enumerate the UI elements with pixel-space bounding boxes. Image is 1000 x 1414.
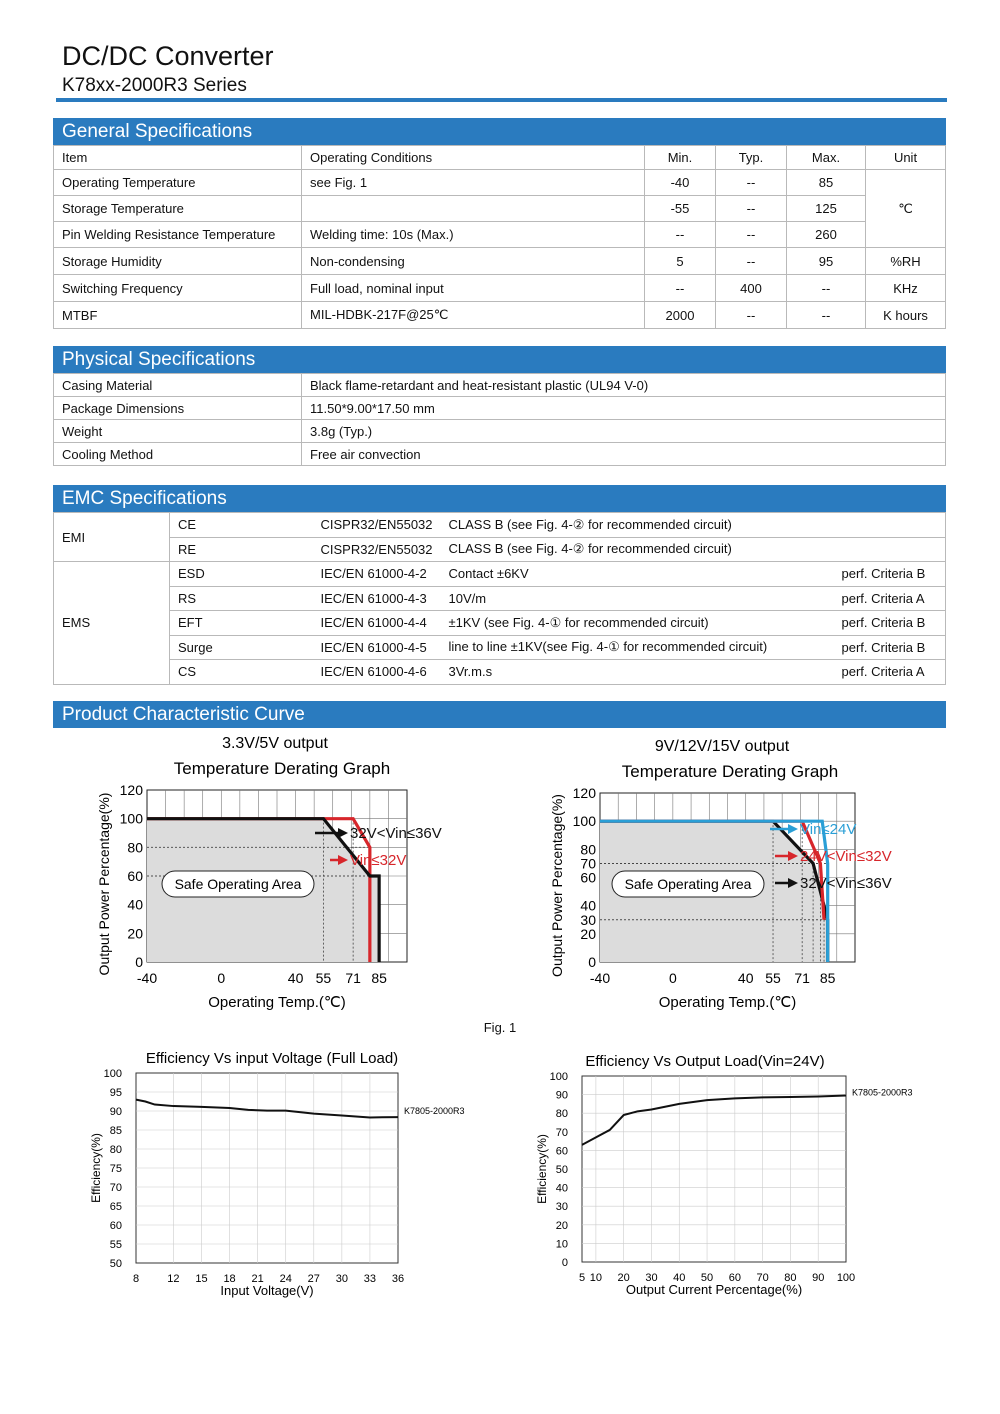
x-tick-label: 15 <box>195 1273 208 1285</box>
legend-label: 24V<Vin≤32V <box>800 848 892 865</box>
x-tick-label: 71 <box>345 970 361 986</box>
y-tick-label: 90 <box>555 1089 568 1102</box>
y-tick-label: 80 <box>555 1108 568 1121</box>
chart-group-label: 9V/12V/15V output <box>654 738 790 755</box>
legend-label: Vin≤32V <box>350 852 407 869</box>
x-tick-label: 8 <box>132 1273 140 1285</box>
typ-cell: -- <box>716 222 787 248</box>
x-tick-label: 27 <box>307 1273 320 1285</box>
min-cell: -55 <box>645 196 716 222</box>
standard-cell: IEC/EN 61000-4-5 <box>313 635 441 660</box>
y-tick-label: 20 <box>555 1219 568 1232</box>
standard-cell: IEC/EN 61000-4-3 <box>313 586 441 611</box>
column-header: Min. <box>645 146 716 170</box>
y-tick-label: 60 <box>109 1220 122 1232</box>
condition-cell: see Fig. 1 <box>302 170 645 196</box>
y-tick-label: 100 <box>572 813 596 830</box>
ems-label: EMS <box>54 562 170 685</box>
column-header: Unit <box>866 146 946 170</box>
x-axis-label: Operating Temp.(℃) <box>208 994 346 1011</box>
annotation-label: Safe Operating Area <box>624 876 752 892</box>
y-tick-label: 100 <box>119 810 143 827</box>
x-tick-label: 55 <box>765 970 781 986</box>
condition-cell: Full load, nominal input <box>302 275 645 302</box>
value-cell: Free air convection <box>302 443 946 466</box>
chart-group-label: 3.3V/5V output <box>222 735 328 752</box>
y-tick-label: 30 <box>580 911 596 928</box>
y-tick-label: 100 <box>549 1071 568 1083</box>
x-axis-label: Operating Temp.(℃) <box>658 994 797 1011</box>
x-tick-label: 80 <box>784 1272 797 1284</box>
test-item-cell: ESD <box>170 562 313 587</box>
min-cell: 2000 <box>645 302 716 329</box>
x-tick-label: -40 <box>589 970 611 986</box>
value-cell: 11.50*9.00*17.50 mm <box>302 397 946 420</box>
y-tick-label: 40 <box>580 897 596 914</box>
min-cell: -40 <box>645 170 716 196</box>
y-tick-label: 60 <box>580 869 596 886</box>
physical-specifications-title: Physical Specifications <box>53 346 946 373</box>
x-axis-label: Output Current Percentage(%) <box>625 1282 803 1297</box>
max-cell: 125 <box>787 196 866 222</box>
y-tick-label: 40 <box>127 896 143 913</box>
x-tick-label: 85 <box>371 970 387 986</box>
y-axis-label: Efficiency(%) <box>89 1133 103 1203</box>
y-tick-label: 30 <box>555 1201 568 1214</box>
annotation-label: Safe Operating Area <box>174 876 302 892</box>
y-tick-label: 80 <box>580 841 596 858</box>
y-axis-label: Output Power Percentage(%) <box>96 792 112 976</box>
test-item-cell: EFT <box>170 611 313 636</box>
x-tick-label: 12 <box>167 1273 180 1285</box>
x-tick-label: 30 <box>645 1272 658 1284</box>
legend-label: K7805-2000R3 <box>404 1106 465 1117</box>
max-cell: -- <box>787 302 866 329</box>
document-title: DC/DC Converter <box>62 41 274 71</box>
x-tick-label: 33 <box>363 1273 377 1285</box>
standard-cell: CISPR32/EN55032 <box>313 537 441 562</box>
column-header: Typ. <box>716 146 787 170</box>
test-item-cell: CE <box>170 513 313 538</box>
max-cell: -- <box>787 275 866 302</box>
chart-title: Temperature Derating Graph <box>621 762 839 781</box>
y-axis-label: Efficiency(%) <box>535 1134 549 1204</box>
max-cell: 95 <box>787 248 866 275</box>
description-cell: line to line ±1KV(see Fig. 4-① for recommended circuit) <box>441 635 834 660</box>
item-cell: Switching Frequency <box>54 275 302 302</box>
y-tick-label: 70 <box>109 1182 122 1194</box>
value-cell: Black flame-retardant and heat-resistant plastic (UL94 V-0) <box>302 374 946 397</box>
y-tick-label: 120 <box>119 782 143 798</box>
max-cell: 85 <box>787 170 866 196</box>
y-tick-label: 20 <box>127 925 143 942</box>
x-tick-label: 0 <box>217 970 226 986</box>
x-tick-label: 21 <box>251 1273 264 1285</box>
y-tick-label: 0 <box>561 1257 568 1269</box>
document-subtitle: K78xx-2000R3 Series <box>62 75 247 96</box>
y-tick-label: 80 <box>109 1144 122 1156</box>
standard-cell: IEC/EN 61000-4-6 <box>313 660 441 685</box>
y-tick-label: 50 <box>109 1258 122 1270</box>
typ-cell: 400 <box>716 275 787 302</box>
chart-title: Efficiency Vs Output Load(Vin=24V) <box>585 1053 825 1070</box>
description-cell: Contact ±6KV <box>441 562 834 587</box>
legend-label: 32V<Vin≤36V <box>350 825 442 842</box>
item-cell: Pin Welding Resistance Temperature <box>54 222 302 248</box>
general-specifications-title: General Specifications <box>53 118 946 145</box>
y-tick-label: 85 <box>109 1125 122 1137</box>
x-tick-label: 71 <box>794 970 810 986</box>
x-tick-label: 50 <box>700 1272 714 1284</box>
legend-label: 32V<Vin≤36V <box>800 875 892 892</box>
criteria-cell: perf. Criteria B <box>834 635 946 660</box>
y-tick-label: 75 <box>109 1163 122 1175</box>
column-header: Max. <box>787 146 866 170</box>
unit-cell: K hours <box>866 302 946 329</box>
x-tick-label: 0 <box>668 970 677 986</box>
typ-cell: -- <box>716 248 787 275</box>
product-curve-title: Product Characteristic Curve <box>53 701 946 728</box>
min-cell: -- <box>645 275 716 302</box>
description-cell: ±1KV (see Fig. 4-① for recommended circuit) <box>441 611 834 636</box>
condition-cell: MIL-HDBK-217F@25℃ <box>302 302 645 329</box>
item-cell: Casing Material <box>54 374 302 397</box>
x-tick-label: 85 <box>819 970 836 986</box>
test-item-cell: CS <box>170 660 313 685</box>
y-tick-label: 60 <box>555 1145 568 1158</box>
typ-cell: -- <box>716 170 787 196</box>
standard-cell: IEC/EN 61000-4-4 <box>313 611 441 636</box>
item-cell: Weight <box>54 420 302 443</box>
value-cell: 3.8g (Typ.) <box>302 420 946 443</box>
unit-cell: %RH <box>866 248 946 275</box>
y-tick-label: 20 <box>580 925 596 942</box>
x-tick-label: 55 <box>315 970 332 986</box>
description-cell: CLASS B (see Fig. 4-② for recommended circuit) <box>441 537 834 562</box>
y-tick-label: 90 <box>109 1106 122 1118</box>
x-tick-label: 100 <box>836 1272 856 1284</box>
test-item-cell: RS <box>170 586 313 611</box>
item-cell: Package Dimensions <box>54 397 302 420</box>
item-cell: Storage Temperature <box>54 196 302 222</box>
x-tick-label: 20 <box>617 1272 630 1284</box>
chart-title: Efficiency Vs input Voltage (Full Load) <box>145 1050 399 1067</box>
item-cell: Operating Temperature <box>54 170 302 196</box>
description-cell: CLASS B (see Fig. 4-② for recommended circuit) <box>441 513 834 538</box>
condition-cell: Welding time: 10s (Max.) <box>302 222 645 248</box>
y-tick-label: 40 <box>555 1182 568 1195</box>
x-tick-label: 36 <box>391 1273 405 1285</box>
y-tick-label: 120 <box>572 785 596 801</box>
column-header: Operating Conditions <box>302 146 645 170</box>
y-tick-label: 0 <box>588 954 596 970</box>
x-tick-label: 40 <box>737 970 754 986</box>
x-tick-label: 18 <box>223 1273 236 1285</box>
y-tick-label: 65 <box>109 1201 122 1213</box>
min-cell: 5 <box>645 248 716 275</box>
description-cell: 3Vr.m.s <box>441 660 834 685</box>
x-tick-label: 40 <box>673 1272 686 1284</box>
criteria-cell: perf. Criteria B <box>834 562 946 587</box>
y-tick-label: 95 <box>109 1087 122 1099</box>
x-tick-label: 60 <box>728 1272 741 1284</box>
item-cell: MTBF <box>54 302 302 329</box>
y-tick-label: 50 <box>555 1164 568 1176</box>
x-tick-label: 30 <box>335 1273 348 1285</box>
item-cell: Cooling Method <box>54 443 302 466</box>
x-tick-label: 40 <box>287 970 304 986</box>
standard-cell: CISPR32/EN55032 <box>313 513 441 538</box>
test-item-cell: Surge <box>170 635 313 660</box>
x-tick-label: -40 <box>136 970 158 986</box>
legend-label: Vin≤24V <box>800 821 857 838</box>
x-axis-label: Input Voltage(V) <box>220 1283 314 1298</box>
y-tick-label: 10 <box>555 1238 568 1251</box>
description-cell: 10V/m <box>441 586 834 611</box>
y-tick-label: 80 <box>127 839 143 856</box>
y-axis-label: Output Power Percentage(%) <box>549 794 565 977</box>
emc-specifications-title: EMC Specifications <box>53 485 946 512</box>
emi-label: EMI <box>54 513 170 562</box>
x-tick-label: 5 <box>578 1272 586 1284</box>
x-tick-label: 90 <box>812 1272 825 1284</box>
x-tick-label: 70 <box>756 1272 769 1284</box>
criteria-cell: perf. Criteria A <box>834 586 946 611</box>
unit-cell: KHz <box>866 275 946 302</box>
chart-title: Temperature Derating Graph <box>173 759 391 778</box>
max-cell: 260 <box>787 222 866 248</box>
figure-label: Fig. 1 <box>483 1020 517 1035</box>
y-tick-label: 70 <box>555 1126 568 1139</box>
y-tick-label: 60 <box>127 868 143 884</box>
x-tick-label: 24 <box>279 1273 292 1285</box>
y-tick-label: 70 <box>580 855 596 872</box>
condition-cell: Non-condensing <box>302 248 645 275</box>
column-header: Item <box>54 146 302 170</box>
y-tick-label: 0 <box>135 954 143 970</box>
y-tick-label: 55 <box>109 1239 122 1251</box>
criteria-cell: perf. Criteria A <box>834 660 946 685</box>
item-cell: Storage Humidity <box>54 248 302 275</box>
unit-cell: ℃ <box>866 170 946 248</box>
legend-label: K7805-2000R3 <box>852 1087 913 1098</box>
standard-cell: IEC/EN 61000-4-2 <box>313 562 441 587</box>
x-tick-label: 10 <box>589 1272 603 1284</box>
typ-cell: -- <box>716 302 787 329</box>
min-cell: -- <box>645 222 716 248</box>
criteria-cell: perf. Criteria B <box>834 611 946 636</box>
y-tick-label: 100 <box>103 1068 122 1080</box>
test-item-cell: RE <box>170 537 313 562</box>
typ-cell: -- <box>716 196 787 222</box>
